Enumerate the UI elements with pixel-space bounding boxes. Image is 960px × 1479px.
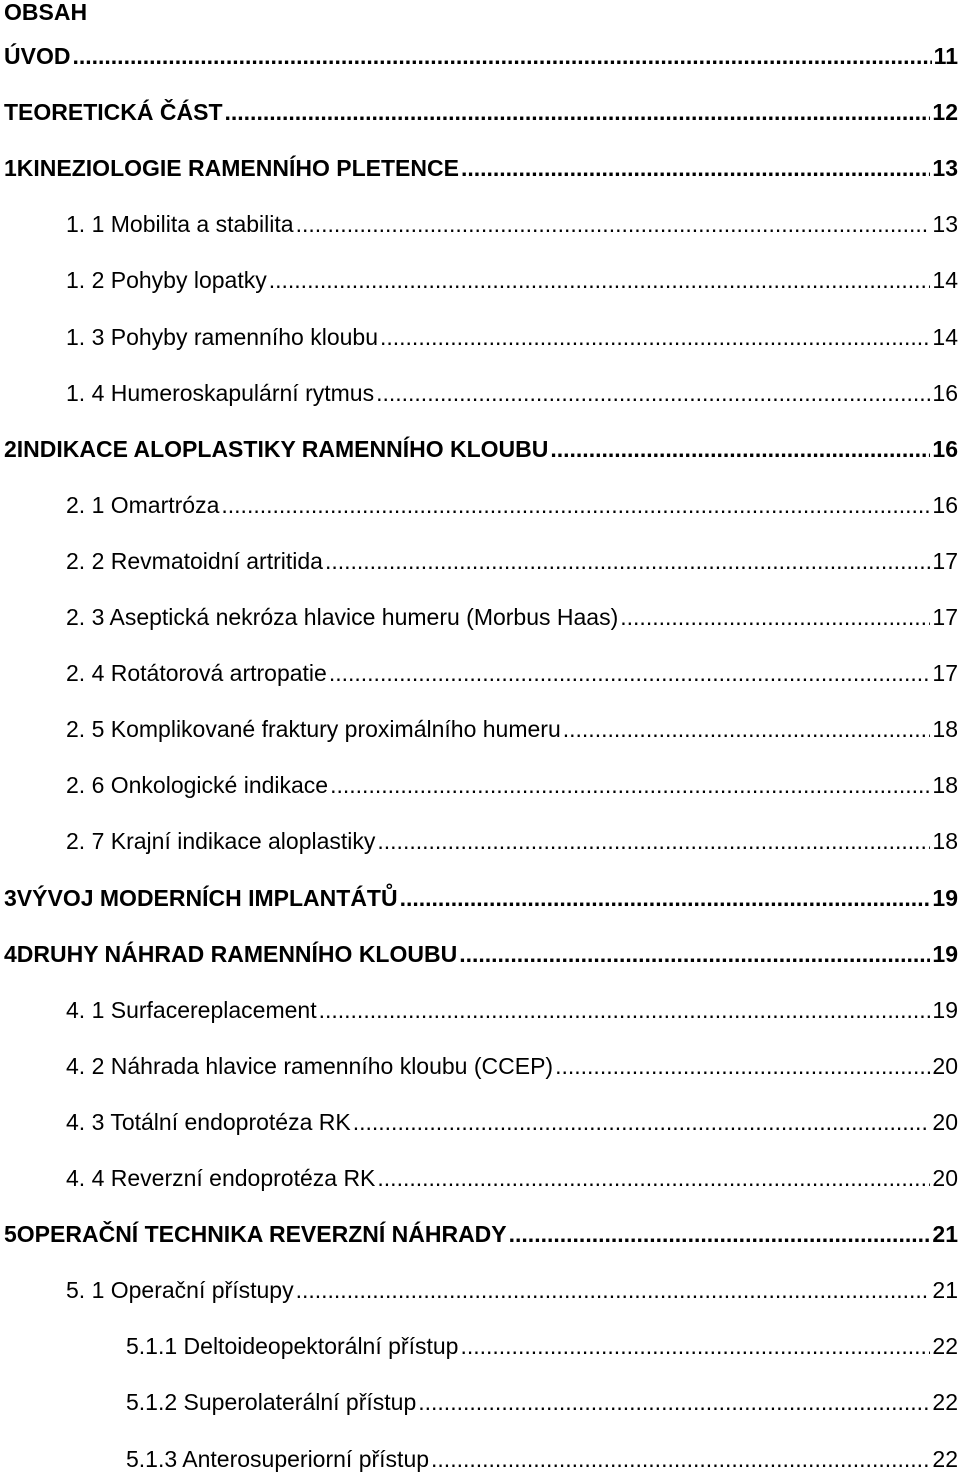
toc-entry-number: 4: [4, 940, 17, 967]
dot-leader: [330, 765, 930, 805]
toc-entry[interactable]: [4, 934, 960, 974]
toc-entry-label: 2. 5 Komplikované fraktury proximálního humeru: [66, 716, 561, 743]
dot-leader: [563, 709, 931, 749]
toc-entry-page-number: 19: [932, 940, 958, 967]
toc-entry-label: 1. 2 Pohyby lopatky: [66, 267, 267, 294]
toc-entry-page-number: 14: [932, 267, 958, 294]
toc-entry-page-number: 18: [932, 772, 958, 799]
toc-entry-label: 5.1.2 Superolaterální přístup: [126, 1389, 417, 1416]
toc-heading: OBSAH: [4, 0, 88, 25]
toc-entry-page-number: 20: [932, 1165, 958, 1191]
toc-entry-page-number: 17: [932, 604, 958, 630]
toc-entry-page-number: 17: [932, 547, 958, 574]
dot-leader: [431, 1439, 930, 1479]
toc-entry[interactable]: [126, 1326, 960, 1366]
toc-entry-label: 4. 2 Náhrada hlavice ramenního kloubu (CCEP): [66, 1052, 554, 1079]
toc-entry-page-number: 17: [932, 660, 958, 687]
dot-leader: [509, 1214, 931, 1254]
toc-entry-number: 1: [4, 155, 17, 182]
toc-entry-page-number: 12: [932, 99, 958, 126]
toc-entry-page-number: 19: [932, 884, 958, 911]
toc-entry-number: 2: [4, 435, 17, 462]
toc-entry[interactable]: [66, 990, 960, 1030]
dot-leader: [319, 990, 931, 1030]
toc-entry[interactable]: [66, 597, 960, 637]
toc-entry-label: TEORETICKÁ ČÁST: [4, 99, 223, 126]
toc-entry[interactable]: [66, 821, 960, 861]
toc-entry-number: 5: [4, 1221, 17, 1248]
toc-entry[interactable]: [4, 36, 960, 76]
toc-entry[interactable]: [66, 1158, 960, 1198]
toc-entry-label: OPERAČNÍ TECHNIKA REVERZNÍ NÁHRADY: [16, 1221, 507, 1248]
toc-entry-page-number: 21: [932, 1277, 958, 1304]
dot-leader: [221, 485, 930, 525]
dot-leader: [418, 1382, 930, 1422]
toc-entry-page-number: 20: [932, 1108, 958, 1135]
dot-leader: [353, 1102, 931, 1142]
toc-entry-page-number: 13: [932, 211, 958, 238]
toc-entry[interactable]: [4, 1214, 960, 1254]
toc-entry-label: 2. 3 Aseptická nekróza hlavice humeru (Morbus Haas): [66, 604, 619, 630]
toc-entry-page-number: 13: [932, 155, 958, 182]
toc-entry[interactable]: [4, 92, 960, 132]
toc-entry[interactable]: [66, 1046, 960, 1086]
toc-entry-label: 1. 1 Mobilita a stabilita: [66, 211, 294, 238]
toc-entry-label: 4. 4 Reverzní endoprotéza RK: [66, 1165, 376, 1191]
toc-entry-label: 1. 4 Humeroskapulární rytmus: [66, 379, 375, 406]
toc-entry-page-number: 11: [933, 43, 958, 69]
toc-entry-page-number: 16: [932, 491, 958, 518]
dot-leader: [377, 821, 930, 861]
toc-entry-page-number: 19: [932, 996, 958, 1023]
toc-entry[interactable]: [126, 1382, 960, 1422]
toc-entry-page-number: 22: [932, 1333, 958, 1360]
dot-leader: [296, 1270, 931, 1310]
toc-entry[interactable]: [4, 429, 960, 469]
dot-leader: [376, 373, 930, 413]
dot-leader: [460, 1326, 930, 1366]
dot-leader: [400, 878, 931, 918]
toc-entry[interactable]: [4, 878, 960, 918]
toc-entry[interactable]: [66, 653, 960, 693]
dot-leader: [461, 148, 930, 188]
toc-entry-label: 2. 7 Krajní indikace aloplastiky: [66, 828, 376, 855]
dot-leader: [225, 92, 931, 132]
toc-entry-label: 2. 4 Rotátorová artropatie: [66, 660, 327, 687]
dot-leader: [269, 260, 931, 300]
toc-entry[interactable]: [66, 204, 960, 244]
toc-entry-label: 2. 1 Omartróza: [66, 491, 220, 518]
toc-entry-label: 5.1.1 Deltoideopektorální přístup: [126, 1333, 459, 1360]
toc-entry-page-number: 14: [932, 323, 958, 350]
toc-entry[interactable]: [66, 317, 960, 357]
toc-entry-page-number: 21: [932, 1221, 958, 1248]
toc-entry-page-number: 22: [932, 1445, 958, 1472]
toc-entry-page-number: 20: [932, 1052, 958, 1079]
dot-leader: [380, 317, 930, 357]
dot-leader: [620, 597, 930, 637]
toc-entry-page-number: 22: [932, 1389, 958, 1416]
toc-entry-number: 3: [4, 884, 17, 911]
dot-leader: [555, 1046, 930, 1086]
toc-entry-label: 5. 1 Operační přístupy: [66, 1277, 294, 1304]
toc-entry[interactable]: [66, 260, 960, 300]
dot-leader: [72, 36, 931, 76]
toc-entry-label: DRUHY NÁHRAD RAMENNÍHO KLOUBU: [16, 940, 458, 967]
toc-entry-label: INDIKACE ALOPLASTIKY RAMENNÍHO KLOUBU: [16, 435, 549, 462]
toc-entry-label: 4. 3 Totální endoprotéza RK: [66, 1108, 351, 1135]
toc-entry-label: 2. 2 Revmatoidní artritida: [66, 547, 323, 574]
toc-entry[interactable]: [4, 148, 960, 188]
toc-entry-label: 5.1.3 Anterosuperiorní přístup: [126, 1445, 430, 1472]
toc-entry[interactable]: [66, 709, 960, 749]
toc-entry-label: KINEZIOLOGIE RAMENNÍHO PLETENCE: [16, 155, 459, 182]
toc-entry-page-number: 18: [932, 716, 958, 743]
dot-leader: [296, 204, 931, 244]
dot-leader: [329, 653, 931, 693]
toc-entry-label: 4. 1 Surfacereplacement: [66, 996, 317, 1023]
toc-entry[interactable]: [66, 373, 960, 413]
toc-entry[interactable]: [126, 1439, 960, 1479]
toc-entry-page-number: 16: [932, 379, 958, 406]
toc-entry[interactable]: [66, 765, 960, 805]
dot-leader: [550, 429, 930, 469]
toc-entry[interactable]: [66, 485, 960, 525]
toc-entry[interactable]: [66, 1270, 960, 1310]
toc-entry[interactable]: [66, 541, 960, 581]
toc-entry-label: 2. 6 Onkologické indikace: [66, 772, 329, 799]
toc-entry-page-number: 16: [932, 435, 958, 462]
dot-leader: [325, 541, 930, 581]
dot-leader: [459, 934, 930, 974]
toc-entry-label: ÚVOD: [4, 43, 71, 69]
toc-entry-label: 1. 3 Pohyby ramenního kloubu: [66, 323, 378, 350]
toc-entry-page-number: 18: [932, 828, 958, 855]
toc-entry-label: VÝVOJ MODERNÍCH IMPLANTÁTŮ: [16, 884, 398, 911]
dot-leader: [377, 1158, 930, 1198]
toc-entry[interactable]: [66, 1102, 960, 1142]
